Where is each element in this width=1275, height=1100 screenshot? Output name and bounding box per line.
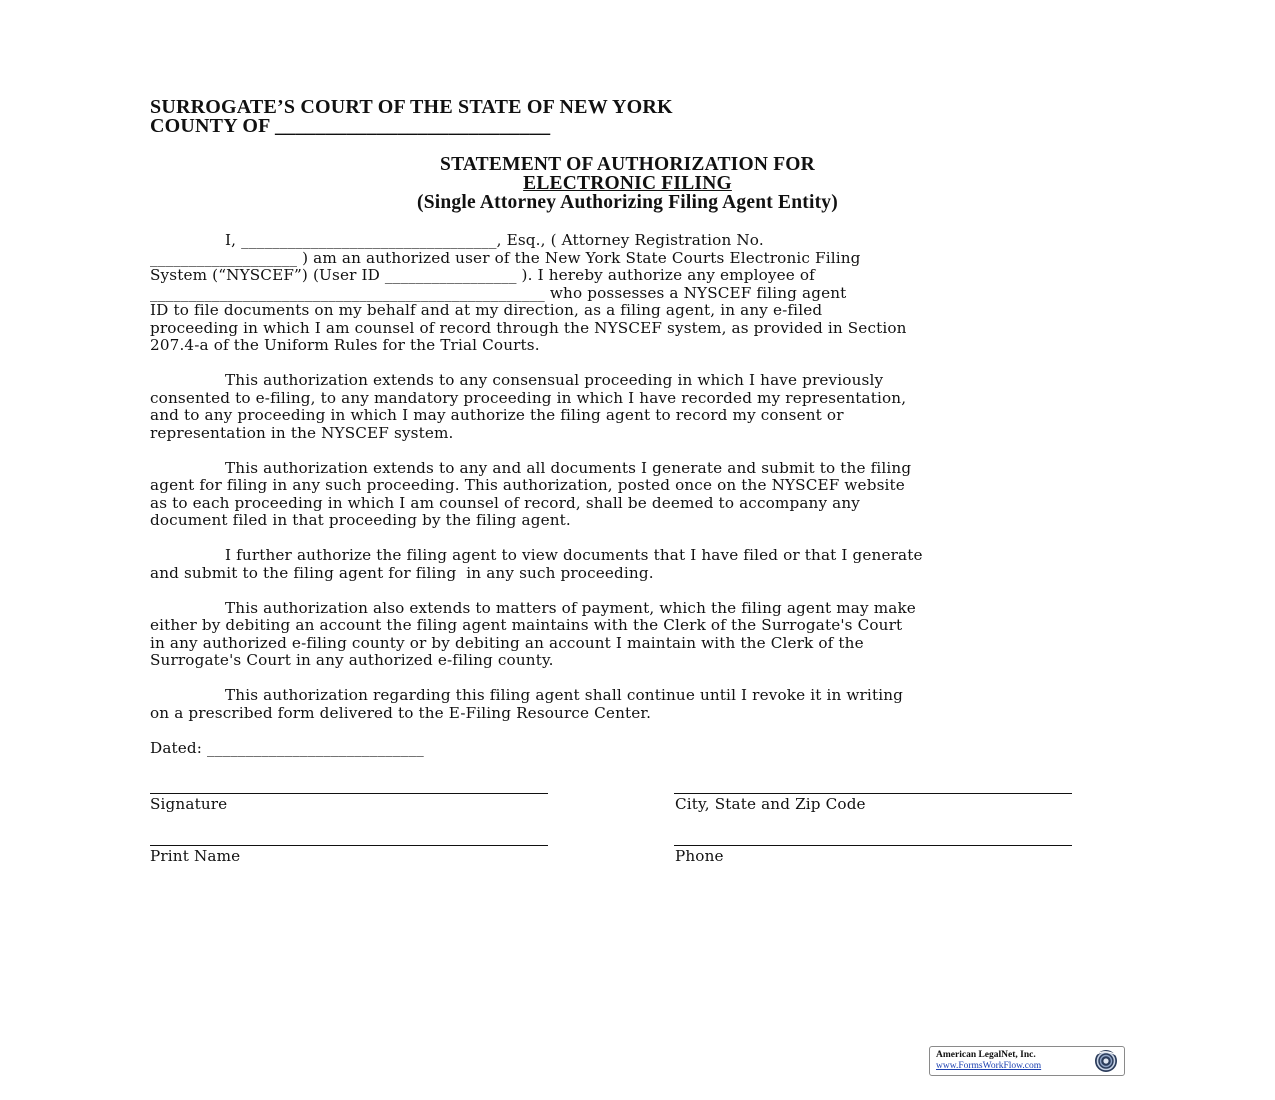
signature-block — [150, 793, 1125, 903]
document-page — [150, 98, 1125, 903]
document-title — [150, 155, 1125, 212]
paragraph-line: System (“NYSCEF”) (User ID _________________ ). I hereby authorize any employee of — [150, 266, 815, 284]
court-header — [150, 98, 1125, 136]
print-name-line — [150, 845, 548, 846]
paragraph-line: and to any proceeding in which I may authorize the filing agent to record my consent or — [150, 406, 844, 424]
globe-logo-icon — [1091, 1048, 1121, 1074]
paragraph-line: Surrogate's Court in any authorized e-filing county. — [150, 651, 554, 669]
city-state-zip-line — [674, 793, 1072, 794]
paragraph-revocation — [150, 687, 1125, 722]
paragraph-proceedings — [150, 372, 1125, 442]
paragraph-line: as to each proceeding in which I am counsel of record, shall be deemed to accompany any — [150, 493, 861, 512]
county-line: COUNTY OF ___________________________ — [150, 115, 551, 137]
title-subtitle: (Single Attorney Authorizing Filing Agent Entity) — [417, 192, 838, 213]
paragraph-line: representation in the NYSCEF system. — [150, 423, 454, 442]
paragraph-line: ___________________ ) am an authorized user of the New York State Courts Electronic Filing — [150, 248, 861, 267]
paragraph-line: I, _________________________________, Esq., ( Attorney Registration No. — [225, 231, 764, 249]
signature-label: Signature — [150, 795, 228, 813]
phone-line — [674, 845, 1072, 846]
signature-line — [150, 793, 548, 794]
document-body — [150, 232, 1125, 903]
paragraph-line: This authorization regarding this filing agent shall continue until I revoke it in writing — [225, 686, 904, 704]
paragraph-line: agent for filing in any such proceeding. This authorization, posted once on the NYSCEF website — [150, 476, 905, 494]
print-name-label: Print Name — [150, 847, 241, 865]
court-name: SURROGATE’S COURT OF THE STATE OF NEW YORK — [150, 96, 673, 118]
city-state-zip-label: City, State and Zip Code — [675, 795, 866, 813]
paragraph-line: and submit to the filing agent for filing in any such proceeding. — [150, 563, 654, 582]
phone-label: Phone — [675, 847, 724, 865]
paragraph-line: on a prescribed form delivered to the E-Filing Resource Center. — [150, 703, 652, 722]
paragraph-line: proceeding in which I am counsel of record through the NYSCEF system, as provided in Section — [150, 318, 907, 337]
publisher-name: American LegalNet, Inc. — [936, 1050, 1036, 1060]
paragraph-line: either by debiting an account the filing agent maintains with the Clerk of the Surrogate's Court — [150, 616, 903, 634]
paragraph-line: ___________________________________________________ who possesses a NYSCEF filing agent — [150, 283, 847, 302]
paragraph-line: This authorization extends to any consensual proceeding in which I have previously — [225, 371, 884, 389]
paragraph-line: 207.4-a of the Uniform Rules for the Trial Courts. — [150, 336, 540, 354]
paragraph-line: This authorization extends to any and all documents I generate and submit to the filing — [225, 458, 912, 477]
paragraph-view-documents — [150, 547, 1125, 582]
paragraph-line: ID to file documents on my behalf and at my direction, as a filing agent, in any e-filed — [150, 301, 823, 319]
paragraph-authorization — [150, 232, 1125, 355]
paragraph-line: I further authorize the filing agent to view documents that I have filed or that I generate — [225, 546, 923, 564]
paragraph-line: document filed in that proceeding by the filing agent. — [150, 511, 571, 529]
title-line-1: STATEMENT OF AUTHORIZATION FOR — [440, 154, 815, 175]
publisher-badge[interactable] — [929, 1046, 1125, 1076]
title-line-2: ELECTRONIC FILING — [523, 173, 732, 194]
paragraph-payment — [150, 600, 1125, 670]
publisher-link[interactable]: www.FormsWorkFlow.com — [936, 1061, 1042, 1071]
paragraph-line: in any authorized e-filing county or by debiting an account I maintain with the Clerk of the — [150, 633, 864, 652]
paragraph-documents — [150, 460, 1125, 530]
dated-field: Dated: ____________________________ — [150, 738, 424, 757]
paragraph-line: consented to e-filing, to any mandatory proceeding in which I have recorded my representation, — [150, 388, 907, 407]
paragraph-line: This authorization also extends to matters of payment, which the filing agent may make — [225, 598, 916, 617]
